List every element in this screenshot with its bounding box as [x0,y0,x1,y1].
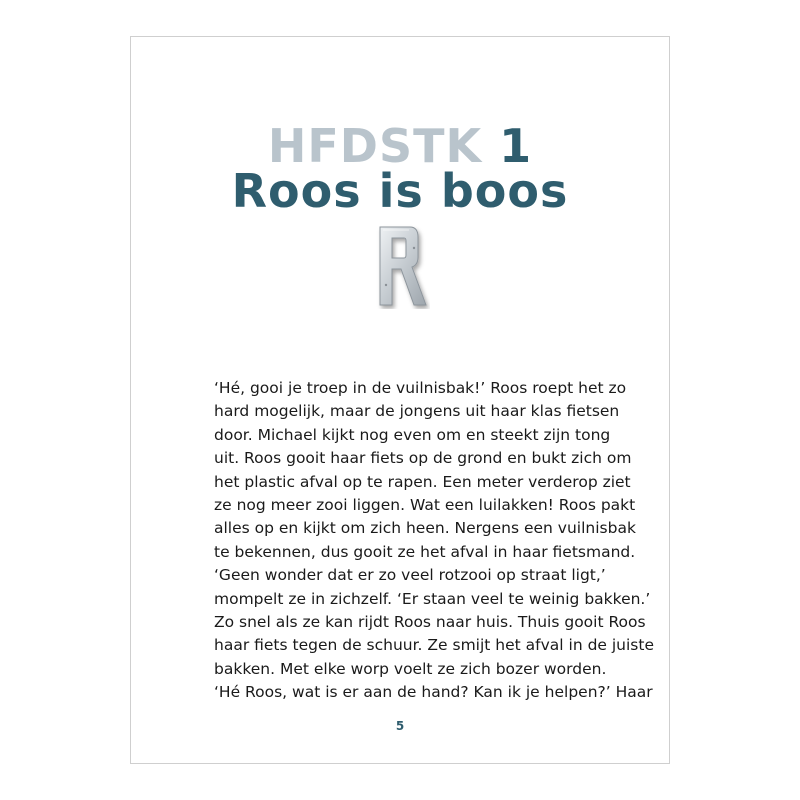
page-number: 5 [395,719,405,733]
chapter-word: HFDSTK [267,119,483,173]
text-line: door. Michael kijkt nog even om en steekt zijn tong [214,425,611,444]
text-line: het plastic afval op te rapen. Een meter verderop ziet [214,472,631,491]
text-line: Zo snel als ze kan rijdt Roos naar huis. Thuis gooit Roos [214,613,646,632]
initial-letter-r-icon [374,223,430,309]
body-text [214,377,654,705]
text-line: ‘Hé Roos, wat is er aan de hand? Kan ik je helpen?’ Haar [214,683,653,702]
text-line: hard mogelijk, maar de jongens uit haar klas fietsen [214,402,620,421]
text-line: te bekennen, dus gooit ze het afval in haar fietsmand. [214,542,636,561]
text-line: mompelt ze in zichzelf. ‘Er staan veel te weinig bakken.’ [214,589,651,608]
text-line: ‘Hé, gooi je troep in de vuilnisbak!’ Roos roept het zo [214,379,627,397]
text-line: ‘Geen wonder dat er zo veel rotzooi op straat ligt,’ [214,566,606,585]
text-line: bakken. Met elke worp voelt ze zich bozer worden. [214,659,607,678]
text-line: ze nog meer zooi liggen. Wat een luilakken! Roos pakt [214,496,636,515]
chapter-number: 1 [499,119,533,173]
book-page [130,36,670,764]
chapter-title: Roos is boos [231,164,569,218]
text-line: haar fiets tegen de schuur. Ze smijt het afval in de juiste [214,636,654,655]
text-line: alles op en kijkt om zich heen. Nergens een vuilnisbak [214,519,636,538]
text-line: uit. Roos gooit haar fiets op de grond en bukt zich om [214,449,632,468]
